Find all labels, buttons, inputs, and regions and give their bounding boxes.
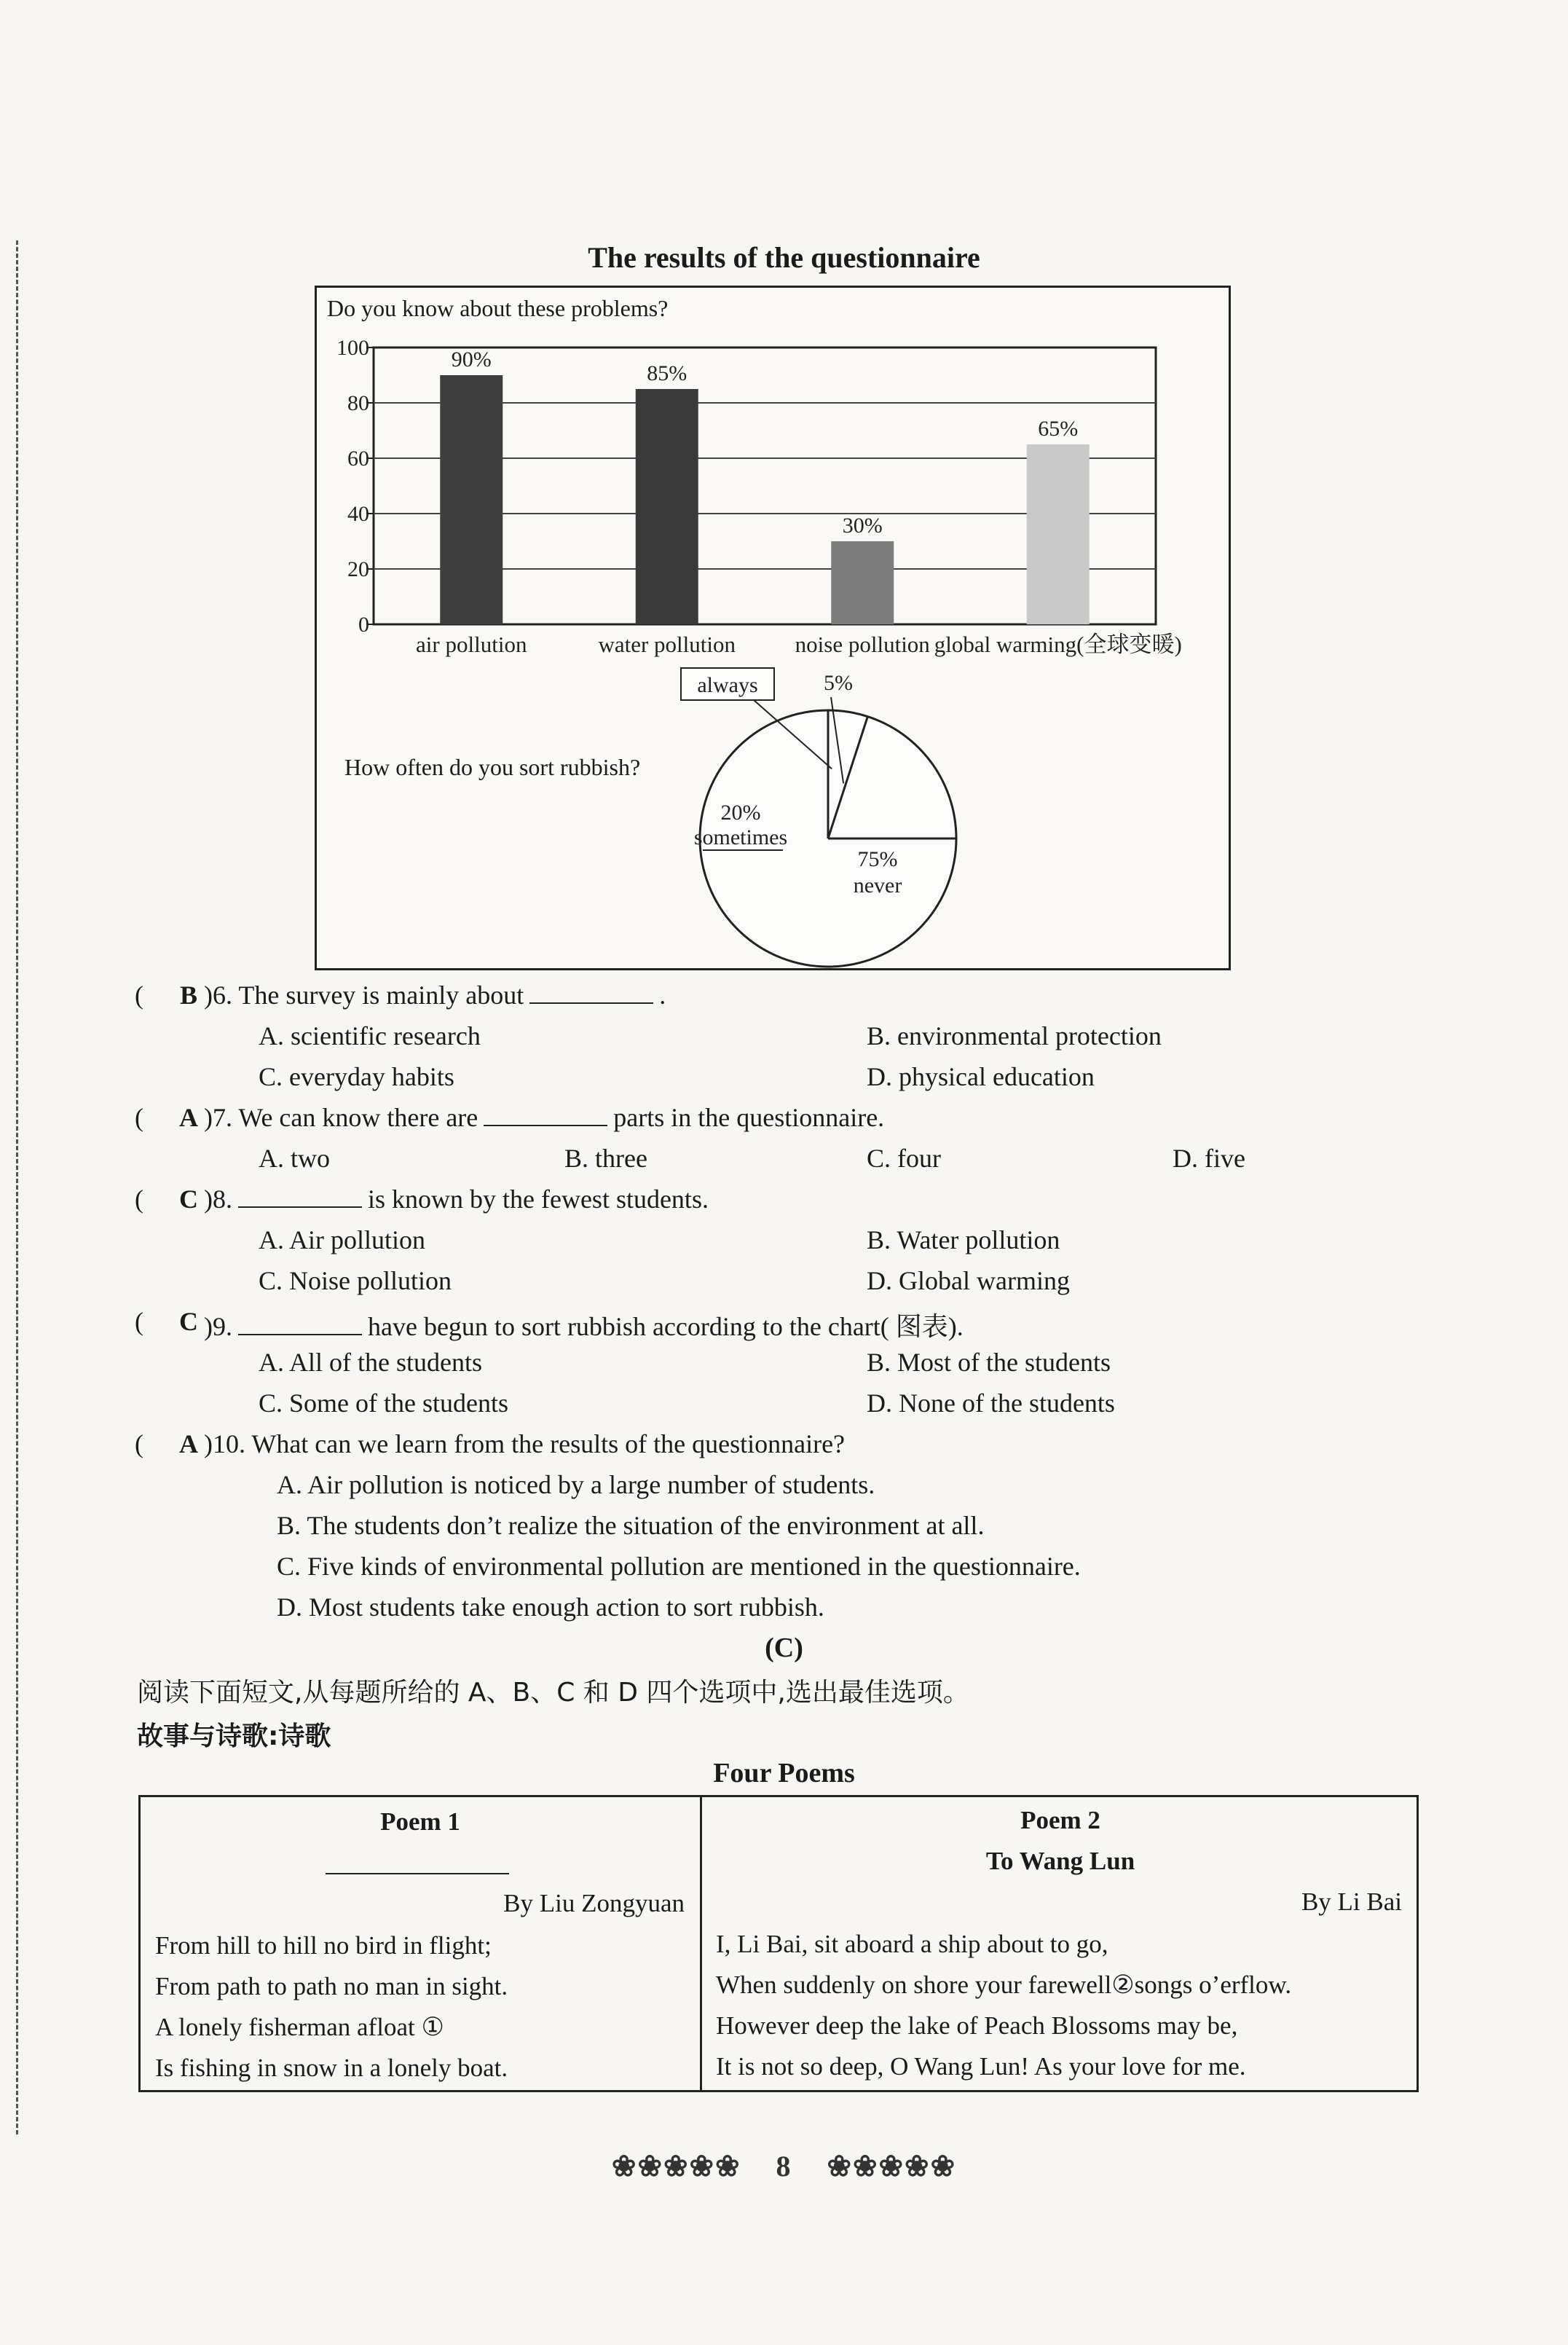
option: B. three <box>564 1144 647 1173</box>
bar <box>1027 444 1090 624</box>
option-row <box>135 1265 1504 1306</box>
option: B. The students don’t realize the situation of the environment at all. <box>277 1511 985 1540</box>
question-sentence: What can we learn from the results of the questionnaire? <box>245 1429 846 1458</box>
footer-ornament-left: ❀❀❀❀❀ <box>611 2150 741 2183</box>
pie-slice-name: always <box>697 673 758 697</box>
y-tick-label: 20 <box>347 557 369 581</box>
binding-margin-line <box>16 240 18 2134</box>
option: C. four <box>867 1144 941 1173</box>
option: D. five <box>1173 1144 1245 1173</box>
question-number: )9. <box>204 1312 232 1341</box>
bar-chart-question: Do you know about these problems? <box>327 295 669 321</box>
option: A. Air pollution <box>259 1225 426 1254</box>
option-row <box>135 1510 1504 1551</box>
option: A. scientific research <box>259 1021 481 1050</box>
pie-slice-name: never <box>853 873 902 897</box>
instruction-text: 阅读下面短文,从每题所给的 A、B、C 和 D 四个选项中,选出最佳选项。 <box>137 1678 969 1708</box>
answer-blank <box>238 1185 362 1208</box>
y-tick-label: 100 <box>336 336 369 360</box>
poem1-line: A lonely fisherman afloat ① <box>155 2013 444 2041</box>
answer-letter: A <box>179 1103 198 1132</box>
y-tick-label: 80 <box>347 391 369 415</box>
x-tick-label: noise pollution <box>795 632 930 657</box>
option-row <box>135 1061 1504 1102</box>
genre-heading: 故事与诗歌:诗歌 <box>137 1721 331 1751</box>
pie-chart-question: How often do you sort rubbish? <box>344 754 641 780</box>
y-tick-label: 60 <box>347 447 369 471</box>
question-text <box>204 1184 709 1214</box>
option: C. everyday habits <box>259 1062 454 1091</box>
question-text <box>204 980 666 1010</box>
bar <box>831 541 894 624</box>
chart-canvas <box>317 288 1229 968</box>
section-label: (C) <box>765 1633 803 1663</box>
figure-title: The results of the questionnaire <box>588 241 980 274</box>
poem1-author: By Liu Zongyuan <box>503 1889 685 1917</box>
option-row <box>135 1143 1504 1184</box>
questionnaire-figure <box>315 286 1231 970</box>
poem-table <box>138 1795 1419 2092</box>
question-stem <box>135 1184 1504 1225</box>
page-footer <box>0 2149 1568 2183</box>
x-tick-label: water pollution <box>598 632 736 657</box>
answer-letter: C <box>179 1185 198 1214</box>
option: C. Five kinds of environmental pollution are mentioned in the questionnaire. <box>277 1552 1081 1581</box>
answer-blank <box>529 981 653 1004</box>
question-list <box>135 980 1504 1633</box>
pie-slice-label: 5% <box>824 671 853 695</box>
option: B. environmental protection <box>867 1021 1162 1050</box>
pie-slice-name: sometimes <box>693 825 788 849</box>
question-number: )6. <box>204 981 232 1010</box>
question-text <box>204 1102 884 1133</box>
option: D. physical education <box>867 1062 1095 1091</box>
bar-value-label: 85% <box>647 361 688 385</box>
answer-paren-open: ( <box>135 1429 143 1458</box>
x-tick-label: air pollution <box>416 632 527 657</box>
poem1-line: From hill to hill no bird in flight; <box>155 1931 492 1960</box>
question-stem <box>135 1306 1504 1347</box>
poem1-line: Is fishing in snow in a lonely boat. <box>155 2054 508 2082</box>
option: A. two <box>259 1144 330 1173</box>
question-stem <box>135 1429 1504 1469</box>
poem1-heading: Poem 1 <box>380 1807 460 1836</box>
bar <box>440 375 503 624</box>
footer-ornament-right: ❀❀❀❀❀ <box>827 2150 957 2183</box>
question-sentence: is known by the fewest students. <box>368 1185 709 1214</box>
question-number: )10. <box>204 1429 245 1458</box>
option: C. Some of the students <box>259 1388 508 1418</box>
question-sentence: have begun to sort rubbish according to the chart( 图表). <box>368 1312 964 1341</box>
answer-paren-open: ( <box>135 1307 143 1336</box>
page-number: 8 <box>776 2150 792 2183</box>
question-number: )7. <box>204 1103 232 1132</box>
option-row <box>135 1551 1504 1592</box>
option-row <box>135 1592 1504 1633</box>
bar-value-label: 30% <box>842 514 883 538</box>
poem2-subtitle: To Wang Lun <box>985 1847 1135 1875</box>
pie-slice-label: 75% <box>857 847 898 871</box>
poem2-line: It is not so deep, O Wang Lun! As your love for me. <box>716 2052 1246 2081</box>
option: D. None of the students <box>867 1388 1115 1418</box>
poem2-heading: Poem 2 <box>1020 1806 1100 1834</box>
option: D. Most students take enough action to sort rubbish. <box>277 1592 824 1622</box>
option-row <box>135 1021 1504 1061</box>
question-stem <box>135 980 1504 1021</box>
poems-title: Four Poems <box>713 1758 855 1788</box>
answer-letter: C <box>179 1307 198 1336</box>
poem1-title-blank <box>326 1873 509 1874</box>
option: D. Global warming <box>867 1266 1070 1295</box>
bar-value-label: 90% <box>451 347 492 372</box>
answer-blank <box>238 1312 362 1335</box>
option-row <box>135 1469 1504 1510</box>
question-sentence: We can know there are <box>232 1103 478 1132</box>
answer-paren-open: ( <box>135 1103 143 1132</box>
question-text <box>204 1306 964 1343</box>
question-sentence: parts in the questionnaire. <box>613 1103 885 1132</box>
bar-value-label: 65% <box>1038 417 1079 441</box>
option-row <box>135 1347 1504 1388</box>
option: B. Most of the students <box>867 1348 1111 1377</box>
x-tick-label: global warming(全球变暖) <box>934 632 1182 657</box>
option: C. Noise pollution <box>259 1266 452 1295</box>
table-divider <box>700 1797 702 2090</box>
bar <box>636 389 698 624</box>
poem1-line: From path to path no man in sight. <box>155 1972 508 2000</box>
answer-letter: A <box>179 1429 198 1458</box>
question-text <box>204 1429 845 1459</box>
option-row <box>135 1388 1504 1429</box>
option: A. Air pollution is noticed by a large number of students. <box>277 1470 875 1499</box>
option: B. Water pollution <box>867 1225 1060 1254</box>
y-tick-label: 40 <box>347 502 369 526</box>
poem2-line: When suddenly on shore your farewell②songs o’erflow. <box>716 1971 1292 1999</box>
y-tick-label: 0 <box>358 613 369 637</box>
pie-slice-label: 20% <box>720 801 761 825</box>
answer-paren-open: ( <box>135 981 143 1010</box>
option: A. All of the students <box>259 1348 482 1377</box>
poem2-line: However deep the lake of Peach Blossoms may be, <box>716 2011 1238 2040</box>
question-sentence: . <box>659 981 666 1010</box>
poem2-line: I, Li Bai, sit aboard a ship about to go, <box>716 1930 1108 1958</box>
question-sentence: The survey is mainly about <box>232 981 524 1010</box>
answer-paren-open: ( <box>135 1185 143 1214</box>
question-stem <box>135 1102 1504 1143</box>
question-number: )8. <box>204 1185 232 1214</box>
answer-letter: B <box>179 981 197 1010</box>
answer-blank <box>484 1103 607 1126</box>
option-row <box>135 1225 1504 1265</box>
poem2-author: By Li Bai <box>1301 1888 1402 1916</box>
